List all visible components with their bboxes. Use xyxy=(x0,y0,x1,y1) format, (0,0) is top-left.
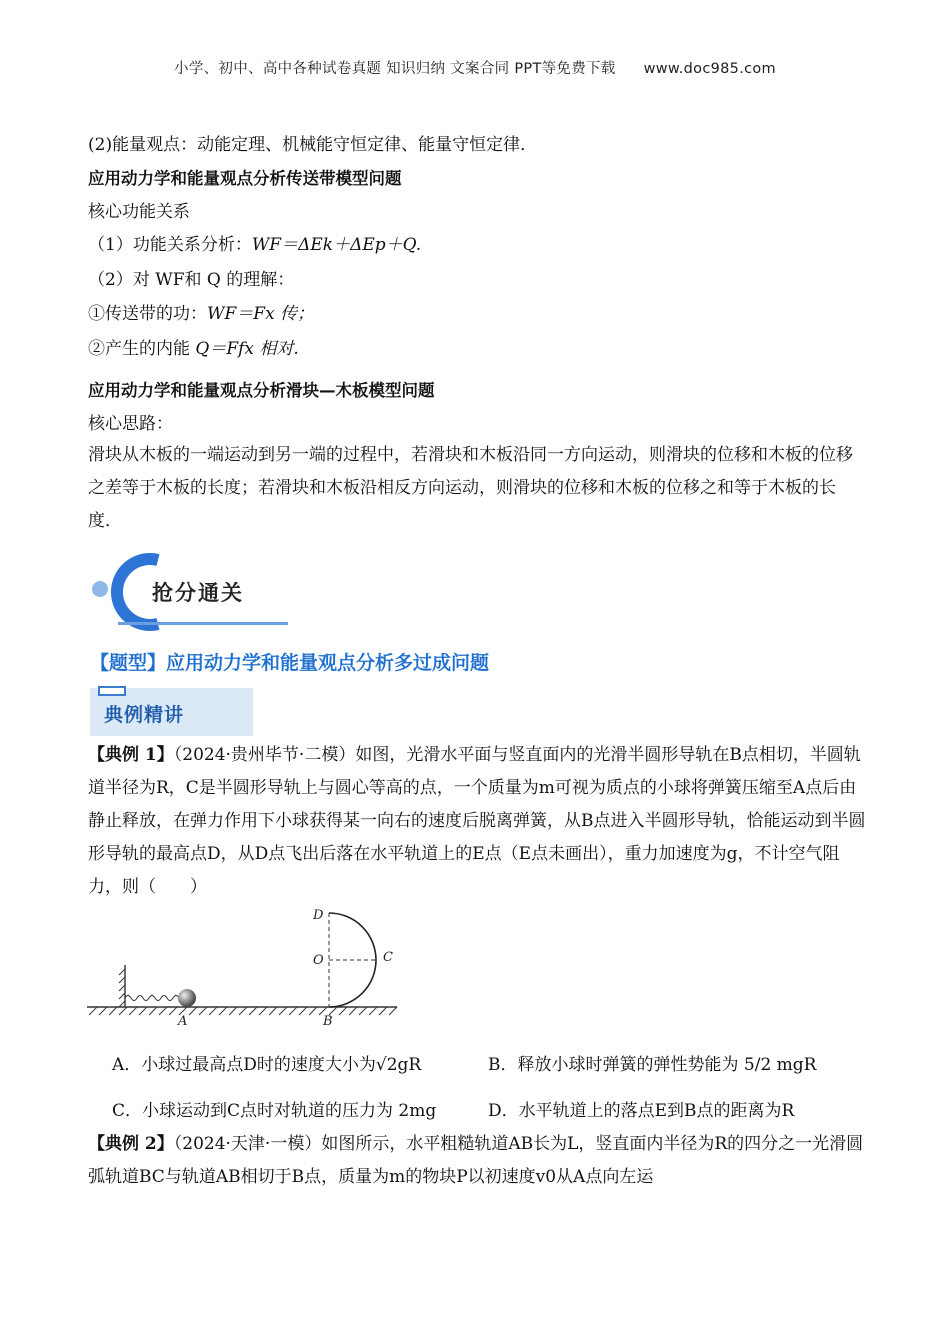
track-diagram xyxy=(85,905,405,1030)
item1-line xyxy=(88,303,314,325)
example1-text xyxy=(88,739,868,904)
example1-body: （2024·贵州毕节·二模）如图，光滑水平面与竖直面内的光滑半圆形导轨在B点相切，半圆轨道半径为R，C是半圆形导轨上与圆心等高的点，一个质量为m可视为质点的小球将弹簧压缩至A点后由静止释放，在弹力作用下小球获得某一向右的速度后脱离弹簧，从B点进入半圆形导轨，恰能运动到半圆形导轨的最高点D，从D点飞出后落在水平轨道上的E点（E点未画出），重力加速度为g，不计空气阻力，则（ ） xyxy=(88,745,866,897)
label-o: O xyxy=(313,953,324,968)
label-c: C xyxy=(383,950,393,965)
example2-body: （2024·天津·一模）如图所示，水平粗糙轨道AB长为L，竖直面内半径为R的四分之一光滑圆弧轨道BC与轨道AB相切于B点，质量为m的物块P以初速度v0从A点向左运 xyxy=(88,1134,864,1187)
analysis1-prefix: （1）功能关系分析： xyxy=(88,235,252,255)
example2-text xyxy=(88,1128,868,1194)
option-c[interactable]: C．小球运动到C点时对轨道的压力为 2mg xyxy=(112,1101,437,1121)
slider-paragraph: 滑块从木板的一端运动到另一端的过程中，若滑块和木板沿同一方向运动，则滑块的位移和木板的位移之差等于木板的长度；若滑块和木板沿相反方向运动，则滑块的位移和木板的位移之和等于木板的长度． xyxy=(88,445,853,531)
option-a[interactable]: A．小球过最高点D时的速度大小为√2gR xyxy=(112,1055,422,1075)
core-idea-label: 核心思路： xyxy=(88,414,173,434)
analysis1-formula: WF＝ΔEk＋ΔEp＋Q. xyxy=(251,235,422,255)
slider-title: 应用动力学和能量观点分析滑块—木板模型问题 xyxy=(88,381,435,400)
example1-label: 【典例 1】 xyxy=(88,745,174,765)
option-b[interactable]: B．释放小球时弹簧的弹性势能为 5/2 mgR xyxy=(488,1055,817,1075)
item1-prefix: ①传送带的功： xyxy=(88,304,207,324)
item2-formula: Q＝Ffx 相对. xyxy=(195,339,299,359)
label-d: D xyxy=(313,908,324,923)
energy-view-line: (2)能量观点：动能定理、机械能守恒定律、能量守恒定律． xyxy=(88,135,538,155)
label-a: A xyxy=(178,1014,188,1029)
example1-figure xyxy=(85,905,405,1030)
label-b: B xyxy=(323,1014,333,1029)
item2-prefix: ②产生的内能 xyxy=(88,339,196,359)
header-url[interactable]: www.doc985.com xyxy=(643,61,776,77)
type-title: 【题型】应用动力学和能量观点分析多过成问题 xyxy=(90,652,490,674)
page-header xyxy=(0,57,950,78)
core-relation-label: 核心功能关系 xyxy=(88,202,190,222)
header-text: 小学、初中、高中各种试卷真题 知识归纳 文案合同 PPT等免费下载 xyxy=(174,61,616,77)
section-banner xyxy=(88,552,298,632)
item1-formula: WF＝Fx 传； xyxy=(207,304,315,324)
item2-line xyxy=(88,338,299,360)
badge-label: 典例精讲 xyxy=(104,704,185,726)
conveyor-title: 应用动力学和能量观点分析传送带模型问题 xyxy=(88,169,402,188)
example2-label: 【典例 2】 xyxy=(88,1134,174,1154)
badge-bar-icon xyxy=(98,686,126,696)
analysis2-line: （2）对 WF和 Q 的理解： xyxy=(88,270,295,290)
banner-title: 抢分通关 xyxy=(152,581,244,605)
option-d[interactable]: D．水平轨道上的落点E到B点的距离为R xyxy=(488,1101,795,1121)
analysis1-line xyxy=(88,234,421,256)
